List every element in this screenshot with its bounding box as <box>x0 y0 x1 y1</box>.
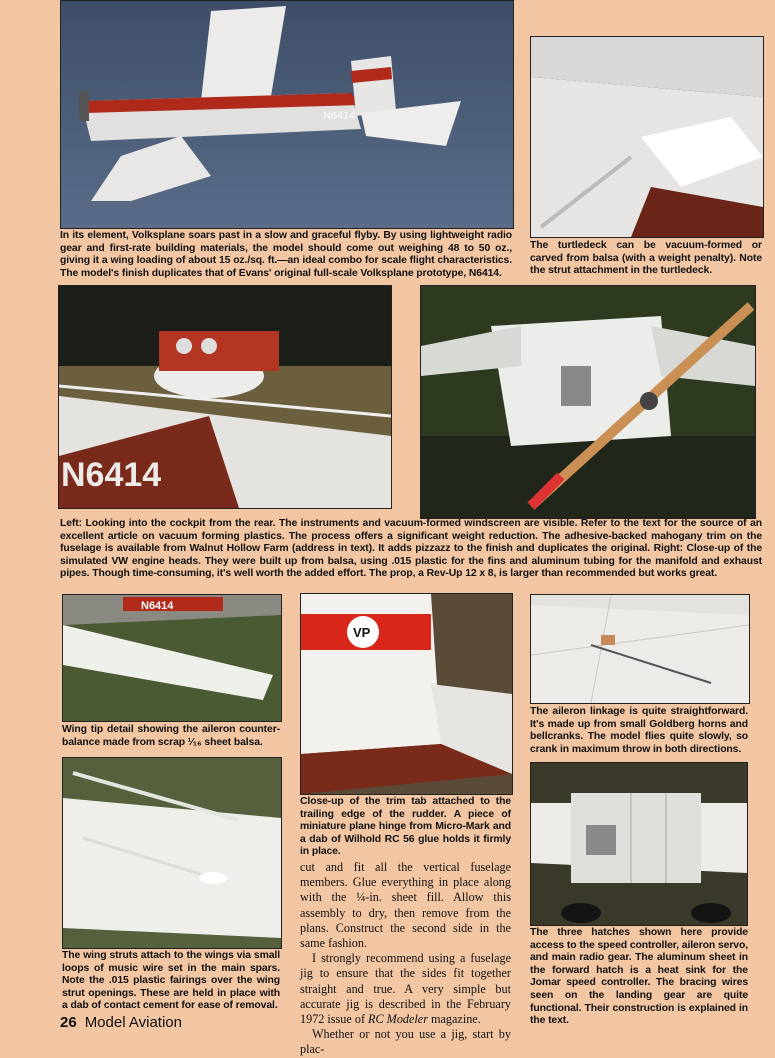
magazine-name: Model Aviation <box>84 1014 182 1031</box>
photo-flyby <box>60 0 514 229</box>
photo-aileron <box>530 594 750 704</box>
page-footer <box>60 1014 182 1031</box>
photo-cockpit <box>58 285 392 509</box>
article-body <box>300 860 511 1058</box>
page-number: 26 <box>60 1014 77 1031</box>
caption-hatches: The three hatches shown here provide access to the speed controller, aileron servo, and main radio gear. The aluminum sheet in the forward hatch is a heat sink for the Jomar speed controller. The bracing wires seen on the landing gear are quite functional. Their construction is explained in the text. <box>530 927 748 1027</box>
photo-turtledeck <box>530 36 764 238</box>
photo-trimtab <box>300 593 513 795</box>
body-paragraph-2: I strongly recommend using a fuselage jig to ensure that the sides fit together straight and true. A very simple but accurate jig is described in the February 1972 issue of RC Modeler magazine. <box>300 951 511 1027</box>
body-paragraph-3: Whether or not you use a jig, start by plac- <box>300 1027 511 1057</box>
caption-struts: The wing struts attach to the wings via small loops of music wire set in the main spars. Note the .015 plastic fairings over the wing strut openings. These are held in place with a dab of contact cement for ease of removal. <box>62 950 280 1012</box>
photo-struts <box>62 757 282 949</box>
caption-wingtip: Wing tip detail showing the aileron counter-balance made from scrap ¹⁄₁₆ sheet balsa. <box>62 724 280 748</box>
caption-trimtab: Close-up of the trim tab attached to the trailing edge of the rudder. A piece of miniature plane hinge from Micro-Mark and a dab of Wilhold RC 56 glue holds it firmly in place. <box>300 796 511 858</box>
photo-wingtip <box>62 594 282 722</box>
wingtip-registration: N6414 <box>141 600 174 612</box>
photo-engine <box>420 285 756 519</box>
caption-turtledeck: The turtledeck can be vacuum-formed or carved from balsa (with a weight penalty). Note the strut attachment in the turtledeck. <box>530 240 762 277</box>
photo-hatches <box>530 762 748 926</box>
cockpit-registration: N6414 <box>61 456 162 494</box>
caption-flyby: In its element, Volksplane soars past in a slow and graceful flyby. By using lightweight radio gear and first-rate building materials, the model should come out weighing 48 to 50 oz., giving it a wing loading of about 15 oz./sq. ft.—an ideal combo for scale flight characteristics. The model's finish duplicates that of Evans' original full-scale Volksplane prototype, N6414. <box>60 230 512 279</box>
caption-cockpit-engine: Left: Looking into the cockpit from the rear. The instruments and vacuum-formed windscreen are visible. Refer to the text for the source of an excellent article on vacuum forming plastics. The process offers a significant weight reduction. The adhesive-backed mahogany trim on the fuselage is available from Walnut Hollow Farm (address in text). It adds pizzazz to the finish and duplicates the original. Right: Close-up of the simulated VW engine heads. They were built up from balsa, using .015 plastic for the fins and aluminum tubing for the manifold and exhaust pipes. Though time-consuming, it's well worth the added effort. The prop, a Rev-Up 12 x 8, is larger than recommended but works great. <box>60 518 762 580</box>
vp-logo: VP <box>353 625 371 640</box>
body-paragraph-1: cut and fit all the vertical fuselage members. Glue everything in place along with the ¼-in. sheet fill. Allow this assembly to dry, then remove from the plans. Construct the second side in the same fashion. <box>300 860 511 951</box>
flyby-registration: N6414 <box>323 110 356 122</box>
caption-aileron: The aileron linkage is quite straightforward. It's made up from small Goldberg horns and bellcranks. The model flies quite slowly, so crank in maximum throw in both directions. <box>530 706 748 755</box>
